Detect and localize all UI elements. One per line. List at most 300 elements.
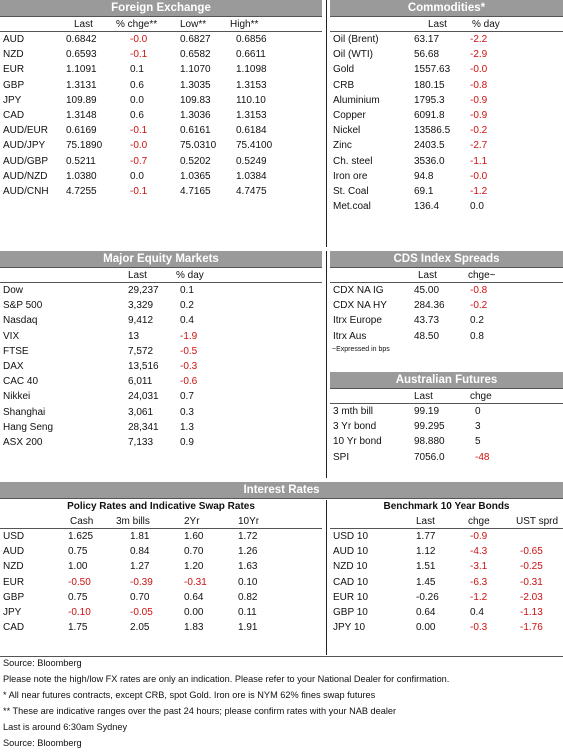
table-cell: 1.83 (184, 622, 204, 634)
row-label: CDX NA IG (333, 285, 384, 296)
row-label: GBP (3, 591, 25, 603)
table-cell: 94.8 (414, 170, 434, 182)
table-cell: 1.0365 (180, 170, 211, 182)
table-cell: 3,329 (128, 300, 154, 312)
table-cell: 4.7255 (66, 185, 97, 197)
table-row (330, 590, 563, 605)
table-cell: 6091.8 (414, 109, 445, 121)
table-cell: 75.4100 (236, 140, 273, 152)
table-cell: 13586.5 (414, 125, 451, 137)
table-cell: 0 (475, 406, 481, 417)
table-row (330, 605, 563, 620)
column-header: Last (128, 270, 147, 281)
table-cell: 1.91 (238, 622, 258, 634)
table-cell: 0.84 (130, 546, 150, 558)
table-cell: -0.39 (130, 576, 153, 588)
table-cell: 1.0384 (236, 170, 267, 182)
table-cell: 1.51 (416, 561, 436, 573)
table-row (330, 298, 563, 313)
table-cell: 0.70 (130, 591, 150, 603)
equity-panel (0, 251, 322, 450)
column-header: % chge** (116, 19, 158, 30)
row-label: EUR (3, 576, 25, 588)
table-cell: 24,031 (128, 391, 159, 403)
table-cell: 109.83 (180, 94, 211, 106)
policy-rates-table-body (0, 529, 322, 635)
commodities-table-body (330, 32, 563, 214)
table-cell: 6,011 (128, 376, 153, 388)
table-row (0, 605, 322, 620)
column-divider (326, 251, 327, 478)
table-cell: 180.15 (414, 79, 445, 91)
table-cell: 1.27 (130, 561, 150, 573)
table-row (0, 329, 322, 344)
table-cell: 1.77 (416, 531, 436, 542)
row-label: ASX 200 (3, 436, 43, 448)
column-header: Last (74, 19, 93, 30)
table-cell: 0.6856 (236, 34, 267, 45)
table-cell: 4.7475 (236, 185, 267, 197)
table-cell: 0.6827 (180, 34, 211, 45)
table-cell: 2.05 (130, 622, 150, 634)
table-cell: -0.8 (470, 79, 488, 91)
row-label: USD (3, 531, 25, 542)
row-label: AUD/EUR (3, 125, 49, 137)
table-row (0, 283, 322, 298)
table-row (0, 374, 322, 389)
table-row (330, 169, 563, 184)
note-ranges: ** These are indicative ranges over the past 24 hours; please confirm rates with your NAB dealer (3, 706, 397, 716)
table-cell: -0.6 (180, 376, 198, 388)
note-source-2: Source: Bloomberg (3, 738, 82, 748)
table-cell: -0.9 (470, 109, 488, 121)
cds-table-body (330, 283, 563, 344)
row-label: CDX NA HY (333, 300, 387, 312)
table-cell: 109.89 (66, 94, 97, 106)
equity-table-body (0, 283, 322, 450)
table-cell: 1.00 (68, 561, 88, 573)
table-cell: 0.8 (470, 330, 484, 342)
row-label: GBP (3, 79, 25, 91)
table-cell: 0.00 (184, 606, 204, 618)
futures-table-body (330, 404, 563, 465)
row-label: AUD/GBP (3, 155, 49, 167)
table-cell: -1.13 (520, 606, 543, 618)
row-label: USD 10 (333, 531, 369, 542)
table-cell: 0.0 (130, 94, 144, 106)
row-label: AUD/NZD (3, 170, 48, 182)
table-cell: 0.6582 (180, 49, 211, 61)
note-time: Last is around 6:30am Sydney (3, 722, 128, 732)
table-row (0, 32, 322, 47)
table-cell: 1.3153 (236, 79, 267, 91)
row-label: Nickel (333, 125, 361, 137)
table-row (330, 78, 563, 93)
table-cell: 1.81 (130, 531, 150, 542)
policy-rates-panel (0, 500, 322, 635)
table-cell: 0.75 (68, 591, 88, 603)
table-cell: 1.3036 (180, 109, 211, 121)
table-row (0, 575, 322, 590)
row-label: CAC 40 (3, 376, 39, 388)
row-label: Hang Seng (3, 421, 54, 433)
table-cell: 63.17 (414, 34, 440, 45)
row-label: Nasdaq (3, 315, 38, 327)
table-cell: -0.1 (130, 49, 148, 61)
row-label: JPY 10 (333, 622, 366, 634)
table-row (330, 93, 563, 108)
row-label: AUD (3, 34, 25, 45)
column-divider (326, 500, 327, 655)
bonds-subtitle: Benchmark 10 Year Bonds (383, 501, 510, 512)
table-cell: -0.31 (520, 576, 543, 588)
table-row (330, 434, 563, 449)
table-cell: 1.625 (68, 531, 94, 542)
table-cell: -2.03 (520, 591, 543, 603)
table-cell: 4.7165 (180, 185, 211, 197)
cds-title: CDS Index Spreads (330, 251, 563, 268)
bonds-panel (330, 500, 563, 635)
table-row (0, 344, 322, 359)
table-cell: -0.50 (68, 576, 91, 588)
table-cell: 0.2 (470, 315, 484, 327)
table-cell: 110.10 (236, 94, 266, 106)
table-cell: 1.3148 (66, 109, 97, 121)
fx-title: Foreign Exchange (0, 0, 322, 17)
table-cell: 0.5211 (66, 155, 96, 167)
table-cell: -0.65 (520, 546, 543, 558)
table-row (0, 298, 322, 313)
equity-column-headers (0, 268, 322, 283)
table-cell: -1.9 (180, 330, 198, 342)
row-label: Itrx Europe (333, 315, 382, 327)
table-row (0, 313, 322, 328)
table-row (330, 47, 563, 62)
table-cell: -0.3 (470, 622, 488, 634)
table-row (330, 575, 563, 590)
table-cell: -0.8 (470, 285, 488, 296)
table-cell: -0.7 (130, 155, 148, 167)
equity-title: Major Equity Markets (0, 251, 322, 268)
row-label: Gold (333, 64, 355, 76)
table-cell: 1.60 (184, 531, 204, 542)
row-label: Aluminium (333, 94, 380, 106)
table-row (0, 359, 322, 374)
rates-panel (0, 482, 563, 499)
column-header: 10Yr (238, 516, 260, 527)
table-row (330, 123, 563, 138)
table-cell: 28,341 (128, 421, 159, 433)
table-row (330, 154, 563, 169)
table-cell: 0.5202 (180, 155, 211, 167)
table-cell: 1.3131 (66, 79, 97, 91)
table-cell: 56.68 (414, 49, 440, 61)
table-cell: 0.6611 (236, 49, 266, 61)
table-row (330, 559, 563, 574)
table-cell: -0.5 (180, 345, 198, 357)
row-label: Shanghai (3, 406, 46, 418)
table-cell: -1.1 (470, 155, 488, 167)
table-cell: -1.2 (470, 591, 488, 603)
column-header: 3m bills (116, 516, 150, 527)
table-row (0, 590, 322, 605)
table-cell: 0.6 (130, 79, 144, 91)
table-cell: 1.1098 (236, 64, 267, 76)
column-header: Cash (70, 516, 94, 527)
column-header: % day (472, 19, 500, 30)
table-cell: 13,516 (128, 360, 159, 372)
commodities-column-headers (330, 17, 563, 32)
table-cell: 1.26 (238, 546, 258, 558)
table-row (330, 529, 563, 544)
table-cell: 0.64 (416, 606, 436, 618)
table-cell: 1.3 (180, 421, 194, 433)
table-cell: -4.3 (470, 546, 488, 558)
table-row (0, 93, 322, 108)
row-label: Ch. steel (333, 155, 373, 167)
row-label: SPI (333, 451, 350, 463)
fx-table-body (0, 32, 322, 199)
table-row (0, 123, 322, 138)
table-cell: 99.19 (414, 406, 440, 417)
table-cell: 0.6593 (66, 49, 97, 61)
table-cell: 1.1070 (180, 64, 211, 76)
row-label: EUR 10 (333, 591, 369, 603)
table-row (0, 62, 322, 77)
column-header: % day (176, 270, 204, 281)
table-cell: -0.2 (470, 300, 488, 312)
table-row (0, 138, 322, 153)
table-cell: 2403.5 (414, 140, 445, 152)
table-cell: 0.5249 (236, 155, 267, 167)
row-label: Iron ore (333, 170, 368, 182)
table-row (330, 544, 563, 559)
table-row (0, 620, 322, 635)
table-cell: -1.76 (520, 622, 543, 634)
row-label: EUR (3, 64, 25, 76)
table-row (0, 559, 322, 574)
table-row (330, 32, 563, 47)
table-row (0, 78, 322, 93)
row-label: DAX (3, 360, 24, 372)
table-row (330, 62, 563, 77)
table-cell: 69.1 (414, 185, 434, 197)
table-cell: 136.4 (414, 201, 440, 213)
table-row (330, 329, 563, 344)
table-cell: 0.10 (238, 576, 258, 588)
table-row (330, 283, 563, 298)
table-cell: 0.9 (180, 436, 194, 448)
table-cell: -0.25 (520, 561, 543, 573)
row-label: CAD (3, 109, 25, 121)
table-cell: -0.0 (130, 140, 148, 152)
table-cell: -2.7 (470, 140, 488, 152)
table-cell: -0.9 (470, 531, 488, 542)
table-cell: -0.0 (470, 170, 488, 182)
row-label: JPY (3, 94, 22, 106)
table-cell: 9,412 (128, 315, 154, 327)
table-cell: 45.00 (414, 285, 440, 296)
table-cell: 13 (128, 330, 140, 342)
table-cell: -0.1 (130, 185, 148, 197)
futures-panel (330, 372, 563, 465)
column-divider (326, 0, 327, 247)
table-cell: 3 (475, 421, 481, 433)
row-label: Oil (WTI) (333, 49, 373, 61)
table-row (330, 138, 563, 153)
table-cell: 0.70 (184, 546, 204, 558)
table-row (0, 184, 322, 199)
row-label: AUD/JPY (3, 140, 46, 152)
table-cell: -3.1 (470, 561, 488, 573)
table-cell: 0.6 (130, 109, 144, 121)
table-cell: 1795.3 (414, 94, 445, 106)
table-cell: -0.2 (470, 125, 488, 137)
column-header: Last (416, 516, 435, 527)
table-cell: -0.0 (130, 34, 148, 45)
table-cell: -0.05 (130, 606, 153, 618)
table-cell: -0.31 (184, 576, 207, 588)
fx-panel (0, 0, 322, 199)
table-cell: 0.2 (180, 300, 194, 312)
table-row (330, 313, 563, 328)
table-row (0, 47, 322, 62)
row-label: St. Coal (333, 185, 369, 197)
row-label: Dow (3, 285, 24, 296)
row-label: Oil (Brent) (333, 34, 379, 45)
table-cell: 29,237 (128, 285, 159, 296)
table-cell: 0.11 (238, 606, 257, 618)
row-label: JPY (3, 606, 22, 618)
table-cell: 0.0 (130, 170, 144, 182)
table-cell: 0.82 (238, 591, 258, 603)
row-label: Met.coal (333, 201, 371, 213)
row-label: CAD (3, 622, 25, 634)
table-cell: 1.12 (416, 546, 436, 558)
table-cell: 0.4 (470, 606, 484, 618)
row-label: FTSE (3, 345, 29, 357)
table-row (330, 450, 563, 465)
table-cell: 1.1091 (66, 64, 97, 76)
table-cell: 5 (475, 436, 481, 448)
bonds-table-body (330, 529, 563, 635)
row-label: GBP 10 (333, 606, 368, 618)
table-row (0, 435, 322, 450)
table-cell: -0.9 (470, 94, 488, 106)
table-cell: -0.10 (68, 606, 91, 618)
table-row (0, 389, 322, 404)
bonds-column-headers (330, 514, 563, 529)
row-label: AUD/CNH (3, 185, 49, 197)
column-header: 2Yr (184, 516, 200, 527)
row-label: AUD 10 (333, 546, 369, 558)
table-cell: -0.1 (130, 125, 148, 137)
column-header: Last (428, 19, 447, 30)
table-cell: -0.3 (180, 360, 198, 372)
table-cell: 99.295 (414, 421, 445, 433)
table-cell: 75.0310 (180, 140, 217, 152)
table-cell: 7,133 (128, 436, 154, 448)
commodities-panel (330, 0, 563, 214)
policy-rates-subtitle: Policy Rates and Indicative Swap Rates (67, 501, 255, 512)
table-row (0, 405, 322, 420)
table-cell: 0.3 (180, 406, 194, 418)
table-cell: 1.72 (238, 531, 258, 542)
notes-divider (0, 656, 563, 657)
table-cell: 0.1 (180, 285, 194, 296)
cds-panel (330, 251, 563, 356)
column-header: Last (414, 391, 433, 402)
row-label: 10 Yr bond (333, 436, 382, 448)
row-label: NZD (3, 561, 24, 573)
table-cell: 98.880 (414, 436, 445, 448)
table-cell: 7,572 (128, 345, 154, 357)
row-label: Nikkei (3, 391, 31, 403)
fx-column-headers (0, 17, 322, 32)
table-cell: -2.2 (470, 34, 488, 45)
table-cell: 0.6184 (236, 125, 267, 137)
table-cell: 0.0 (470, 201, 484, 213)
row-label: Copper (333, 109, 366, 121)
table-cell: 7056.0 (414, 451, 445, 463)
table-cell: 1.20 (184, 561, 204, 573)
table-cell: -2.9 (470, 49, 488, 61)
column-header: Low** (180, 19, 207, 30)
table-cell: -6.3 (470, 576, 488, 588)
table-cell: 0.6169 (66, 125, 97, 137)
table-cell: 0.7 (180, 391, 194, 403)
table-cell: 0.00 (416, 622, 436, 634)
table-cell: 0.6842 (66, 34, 97, 45)
table-row (0, 108, 322, 123)
row-label: Zinc (333, 140, 352, 152)
table-cell: 0.4 (180, 315, 194, 327)
note-fx-disclaimer: Please note the high/low FX rates are only an indication. Please refer to your National Dealer for confirmation. (3, 674, 450, 684)
cds-column-headers (330, 268, 563, 283)
table-row (330, 620, 563, 635)
table-row (330, 419, 563, 434)
table-cell: 0.6161 (180, 125, 211, 137)
table-row (0, 529, 322, 544)
row-label: AUD (3, 546, 25, 558)
table-cell: 1.3035 (180, 79, 211, 91)
row-label: Itrx Aus (333, 330, 367, 342)
table-cell: 75.1890 (66, 140, 103, 152)
table-row (0, 420, 322, 435)
column-header: Last (418, 270, 437, 281)
note-source: Source: Bloomberg (3, 658, 82, 668)
table-cell: 284.36 (414, 300, 445, 312)
table-row (0, 169, 322, 184)
note-futures: * All near futures contracts, except CRB, spot Gold. Iron ore is NYM 62% fines swap futures (3, 690, 376, 700)
row-label: CRB (333, 79, 355, 91)
table-cell: 1.75 (68, 622, 88, 634)
rates-title: Interest Rates (0, 482, 563, 499)
table-cell: 3,061 (128, 406, 154, 418)
table-cell: 3536.0 (414, 155, 445, 167)
table-cell: 0.64 (184, 591, 204, 603)
row-label: 3 mth bill (333, 406, 374, 417)
futures-column-headers (330, 389, 563, 404)
table-row (330, 199, 563, 214)
table-cell: 1.45 (416, 576, 436, 588)
table-row (0, 544, 322, 559)
table-row (330, 404, 563, 419)
row-label: VIX (3, 330, 20, 342)
column-header: chge (470, 391, 492, 402)
table-cell: 1557.63 (414, 64, 451, 76)
table-cell: -0.0 (470, 64, 488, 76)
